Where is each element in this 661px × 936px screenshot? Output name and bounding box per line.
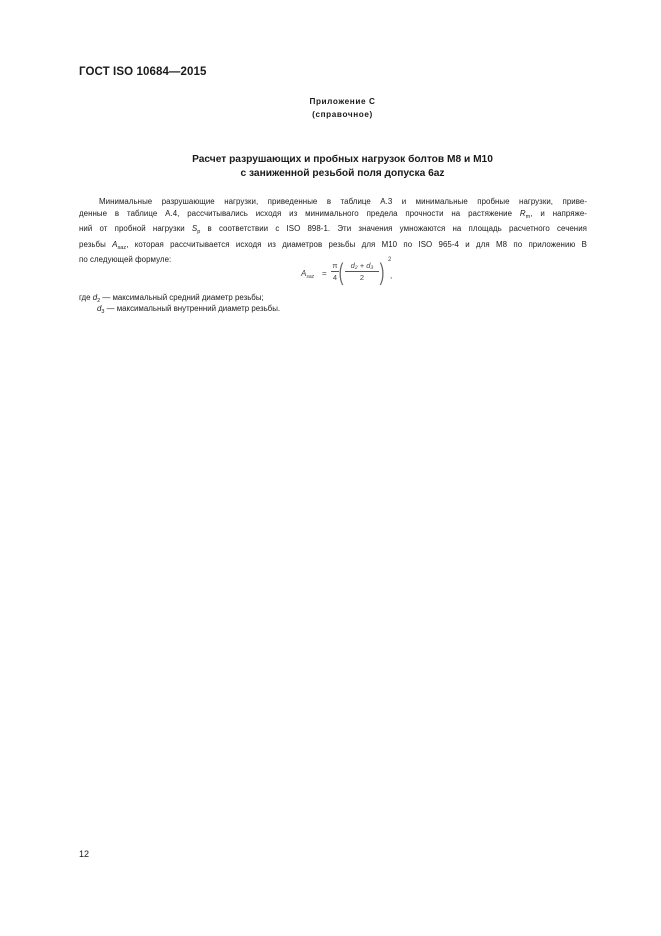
subscript: 3 [101, 309, 105, 315]
variable-R: R [519, 208, 526, 218]
where-prefix: где [79, 293, 93, 302]
formula-comma: , [390, 271, 393, 280]
text-run: резьбы [79, 239, 113, 249]
subscript: p [197, 229, 201, 236]
formula-equals: = [322, 269, 327, 278]
paragraph-line: по следующей формуле: [79, 255, 172, 265]
variable-d: d [92, 293, 98, 302]
subscript: 2 [97, 298, 101, 304]
variable-A: A [112, 239, 118, 249]
annex-title: Приложение С [309, 97, 376, 106]
subscript: saz [117, 244, 127, 251]
text-run: денные в таблице А.4, рассчитывались исходя из минимального предела прочности на растяжение [79, 208, 520, 218]
page-number: 12 [79, 849, 90, 859]
fraction-denominator: 4 [332, 273, 338, 282]
text-run: , и напряже- [530, 208, 587, 218]
text-run: , которая рассчитывается исходя из диаметров резьбы для М10 по ISO 965-4 и для М8 по приложению В [126, 239, 587, 249]
formula-left-paren: ( [338, 259, 344, 286]
paragraph-line: Минимальные разрушающие нагрузки, приведенные в таблице А.3 и минимальные пробные нагрузки, приве- [99, 197, 587, 206]
section-title-line2: с заниженной резьбой поля допуска 6az [240, 168, 445, 179]
where-definition-d3 [97, 303, 280, 318]
standard-header: ГОСТ ISO 10684—2015 [79, 66, 207, 78]
text-run: ний от пробной нагрузки [79, 224, 192, 234]
paragraph-line [79, 208, 587, 224]
variable-S: S [191, 224, 198, 234]
formula-subscript: saz [306, 274, 315, 280]
fraction-numerator: d₂ + d₃ [345, 261, 379, 272]
variable-d: d [97, 304, 102, 313]
subscript: m [525, 213, 531, 220]
paragraph-line [79, 239, 587, 255]
body-paragraph [79, 196, 587, 266]
annex-type: (справочное) [312, 110, 373, 119]
formula-inner-fraction [345, 261, 379, 282]
paragraph-line [79, 223, 587, 239]
definition-text: — максимальный внутренний диаметр резьбы. [104, 304, 281, 313]
formula-exponent: 2 [388, 257, 392, 263]
section-title-line1: Расчет разрушающих и пробных нагрузок болтов М8 и М10 [192, 154, 493, 165]
formula [301, 259, 411, 295]
fraction-numerator: π [332, 261, 338, 270]
formula-lhs [301, 269, 314, 280]
text-run: в соответствии с ISO 898-1. Эти значения умножаются на площадь расчетного сечения [200, 224, 587, 234]
formula-right-paren: ) [379, 259, 385, 286]
definition-text: — максимальный средний диаметр резьбы; [100, 293, 264, 302]
fraction-denominator: 2 [359, 273, 365, 282]
formula-variable: A [301, 269, 307, 278]
